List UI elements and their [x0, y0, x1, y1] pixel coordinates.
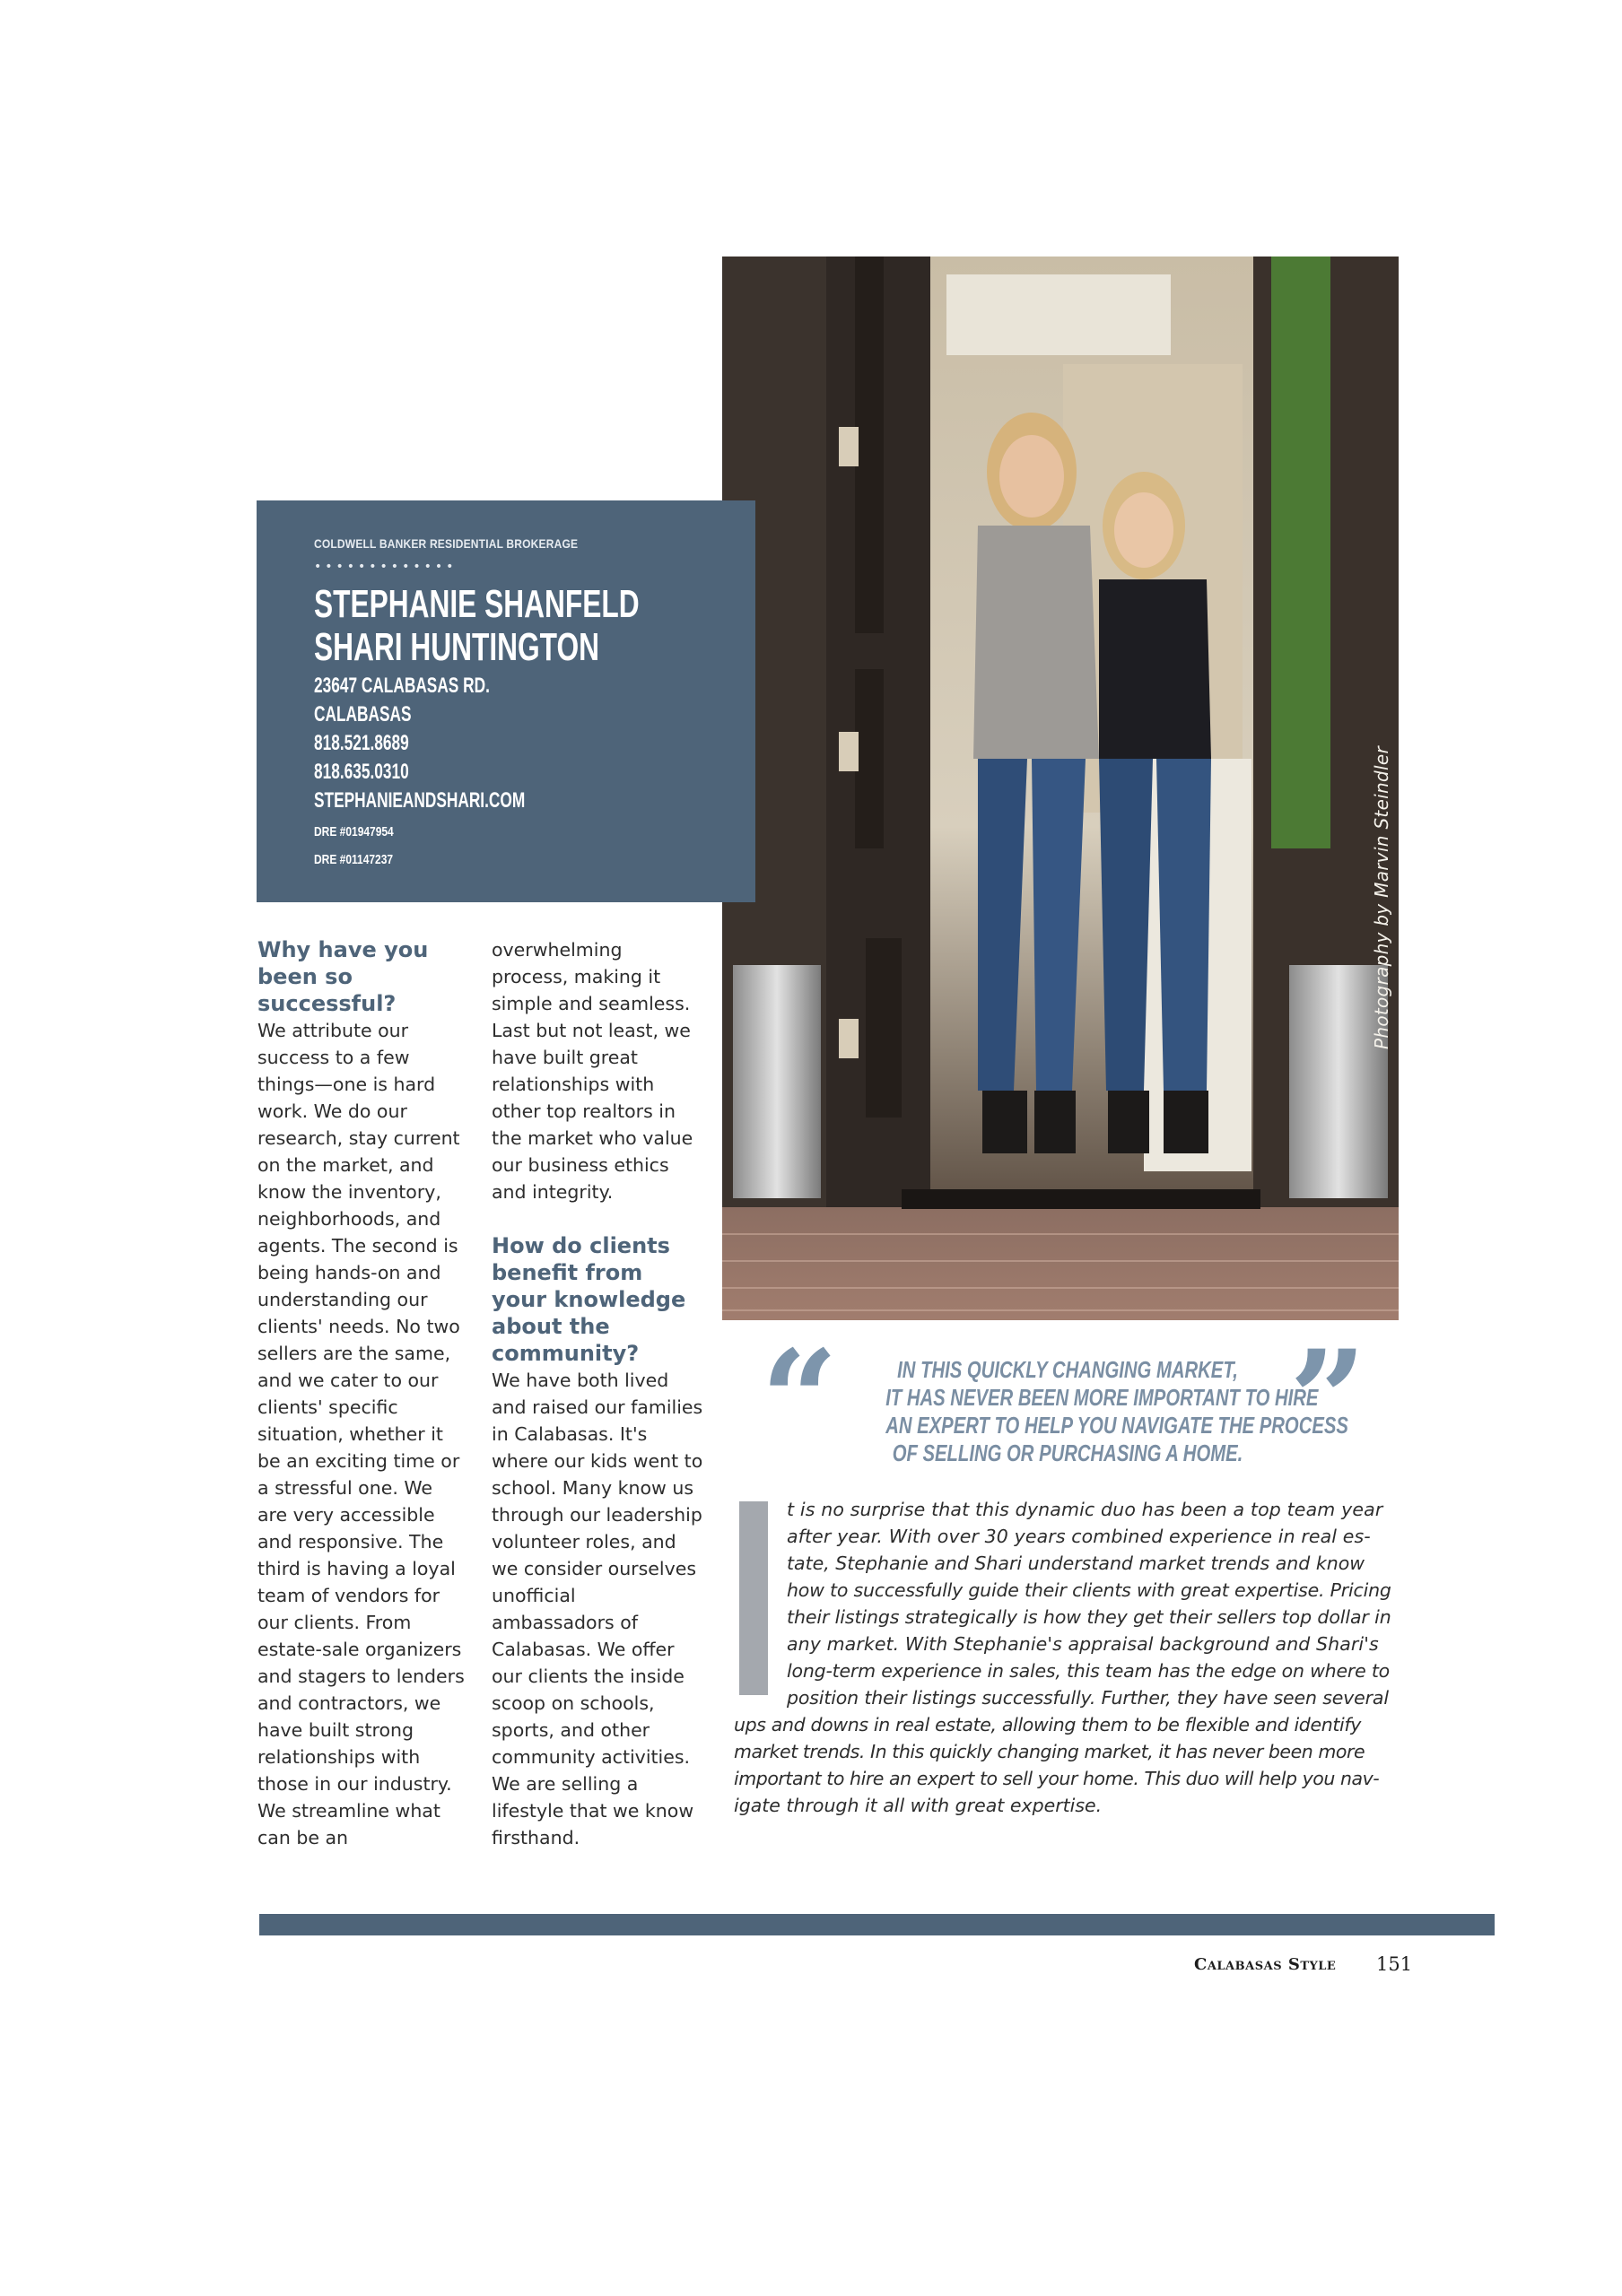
- pull-quote-line: AN EXPERT TO HELP YOU NAVIGATE THE PROCESS: [885, 1412, 1348, 1439]
- body-line: market trends. In this quickly changing market, it has never been more: [734, 1741, 1365, 1762]
- drop-cap: [739, 1501, 768, 1695]
- feature-photo: [722, 257, 1399, 1320]
- publication-name: Calabasas Style: [1194, 1955, 1337, 1974]
- body-line: how to successfully guide their clients with great expertise. Pricing: [787, 1579, 1391, 1601]
- brokerage-name: COLDWELL BANKER RESIDENTIAL BROKERAGE: [314, 536, 579, 551]
- pull-quote-line: OF SELLING OR PURCHASING A HOME.: [892, 1439, 1243, 1466]
- photo-credit: Photography by Marvin Steindler: [1371, 746, 1392, 1049]
- body-line: any market. With Stephanie's appraisal background and Shari's: [787, 1633, 1379, 1655]
- open-quote-mark: “: [761, 1321, 839, 1479]
- dot-divider: •••••••••••••: [314, 560, 458, 574]
- body-line: after year. With over 30 years combined experience in real es-: [787, 1526, 1371, 1547]
- city: CALABASAS: [314, 702, 412, 726]
- answer-text-2: We have both lived and raised our families in Calabasas. It's where our kids went to school. Many know us through our leadership volunteer roles, and we consider ourselves unofficial ambassadors of Calabasas. We offer our clients the inside scoop on schools, sports, and other community activities. We are selling a lifestyle that we know firsthand.: [492, 1370, 703, 1848]
- body-line: ups and downs in real estate, allowing them to be flexible and identify: [734, 1714, 1362, 1735]
- pull-quote-line: IN THIS QUICKLY CHANGING MARKET,: [897, 1356, 1238, 1383]
- page-number: 151: [1376, 1953, 1413, 1975]
- body-line: long-term experience in sales, this team has the edge on where to: [787, 1660, 1391, 1682]
- agent-name-2: SHARI HUNTINGTON: [314, 625, 599, 669]
- website-link[interactable]: STEPHANIEANDSHARI.COM: [314, 788, 526, 813]
- article-column-2: [492, 936, 703, 1851]
- body-line: position their listings successfully. Further, they have seen several: [787, 1687, 1389, 1709]
- dre-number-1: DRE #01947954: [314, 824, 394, 839]
- answer-text-1-continued: overwhelming process, making it simple and seamless. Last but not least, we have built great relationships with other top realtors in the market who value our business ethics and integrity.: [492, 939, 693, 1203]
- phone-2[interactable]: 818.635.0310: [314, 760, 409, 784]
- body-line: important to hire an expert to sell your home. This duo will help you nav-: [734, 1768, 1380, 1789]
- phone-1[interactable]: 818.521.8689: [314, 731, 409, 755]
- pull-quote: [834, 1356, 1348, 1467]
- body-line: their listings strategically is how they get their sellers top dollar in: [787, 1606, 1391, 1628]
- answer-text-1: We attribute our success to a few things—one is hard work. We do our research, stay current on the market, and know the inventory, neighborhoods, and agents. The second is being hands-on and understanding our clients' needs. No two sellers are the same, and we cater to our clients' specific situation, whether it be an exciting time or a stressful one. We are very accessible and responsive. The third is having a loyal team of vendors for our clients. From estate-sale organizers and stagers to lenders and contractors, we have built strong relationships with those in our industry. We streamline what can be an: [257, 1020, 465, 1848]
- article-column-1: [257, 936, 467, 1851]
- question-heading-1: Why have you been so successful?: [257, 937, 429, 1016]
- pull-quote-line: IT HAS NEVER BEEN MORE IMPORTANT TO HIRE: [885, 1384, 1319, 1411]
- footer-bar: [259, 1914, 1495, 1935]
- body-line: t is no surprise that this dynamic duo has been a top team year: [787, 1499, 1383, 1520]
- agent-name-1: STEPHANIE SHANFELD: [314, 582, 640, 626]
- address: 23647 CALABASAS RD.: [314, 674, 490, 698]
- dre-number-2: DRE #01147237: [314, 852, 394, 867]
- body-line: tate, Stephanie and Shari understand market trends and know: [787, 1552, 1365, 1574]
- question-heading-2: How do clients benefit from your knowledge about the community?: [492, 1233, 686, 1366]
- body-line: igate through it all with great expertise.: [734, 1795, 1103, 1816]
- close-quote-mark: ”: [1289, 1321, 1367, 1479]
